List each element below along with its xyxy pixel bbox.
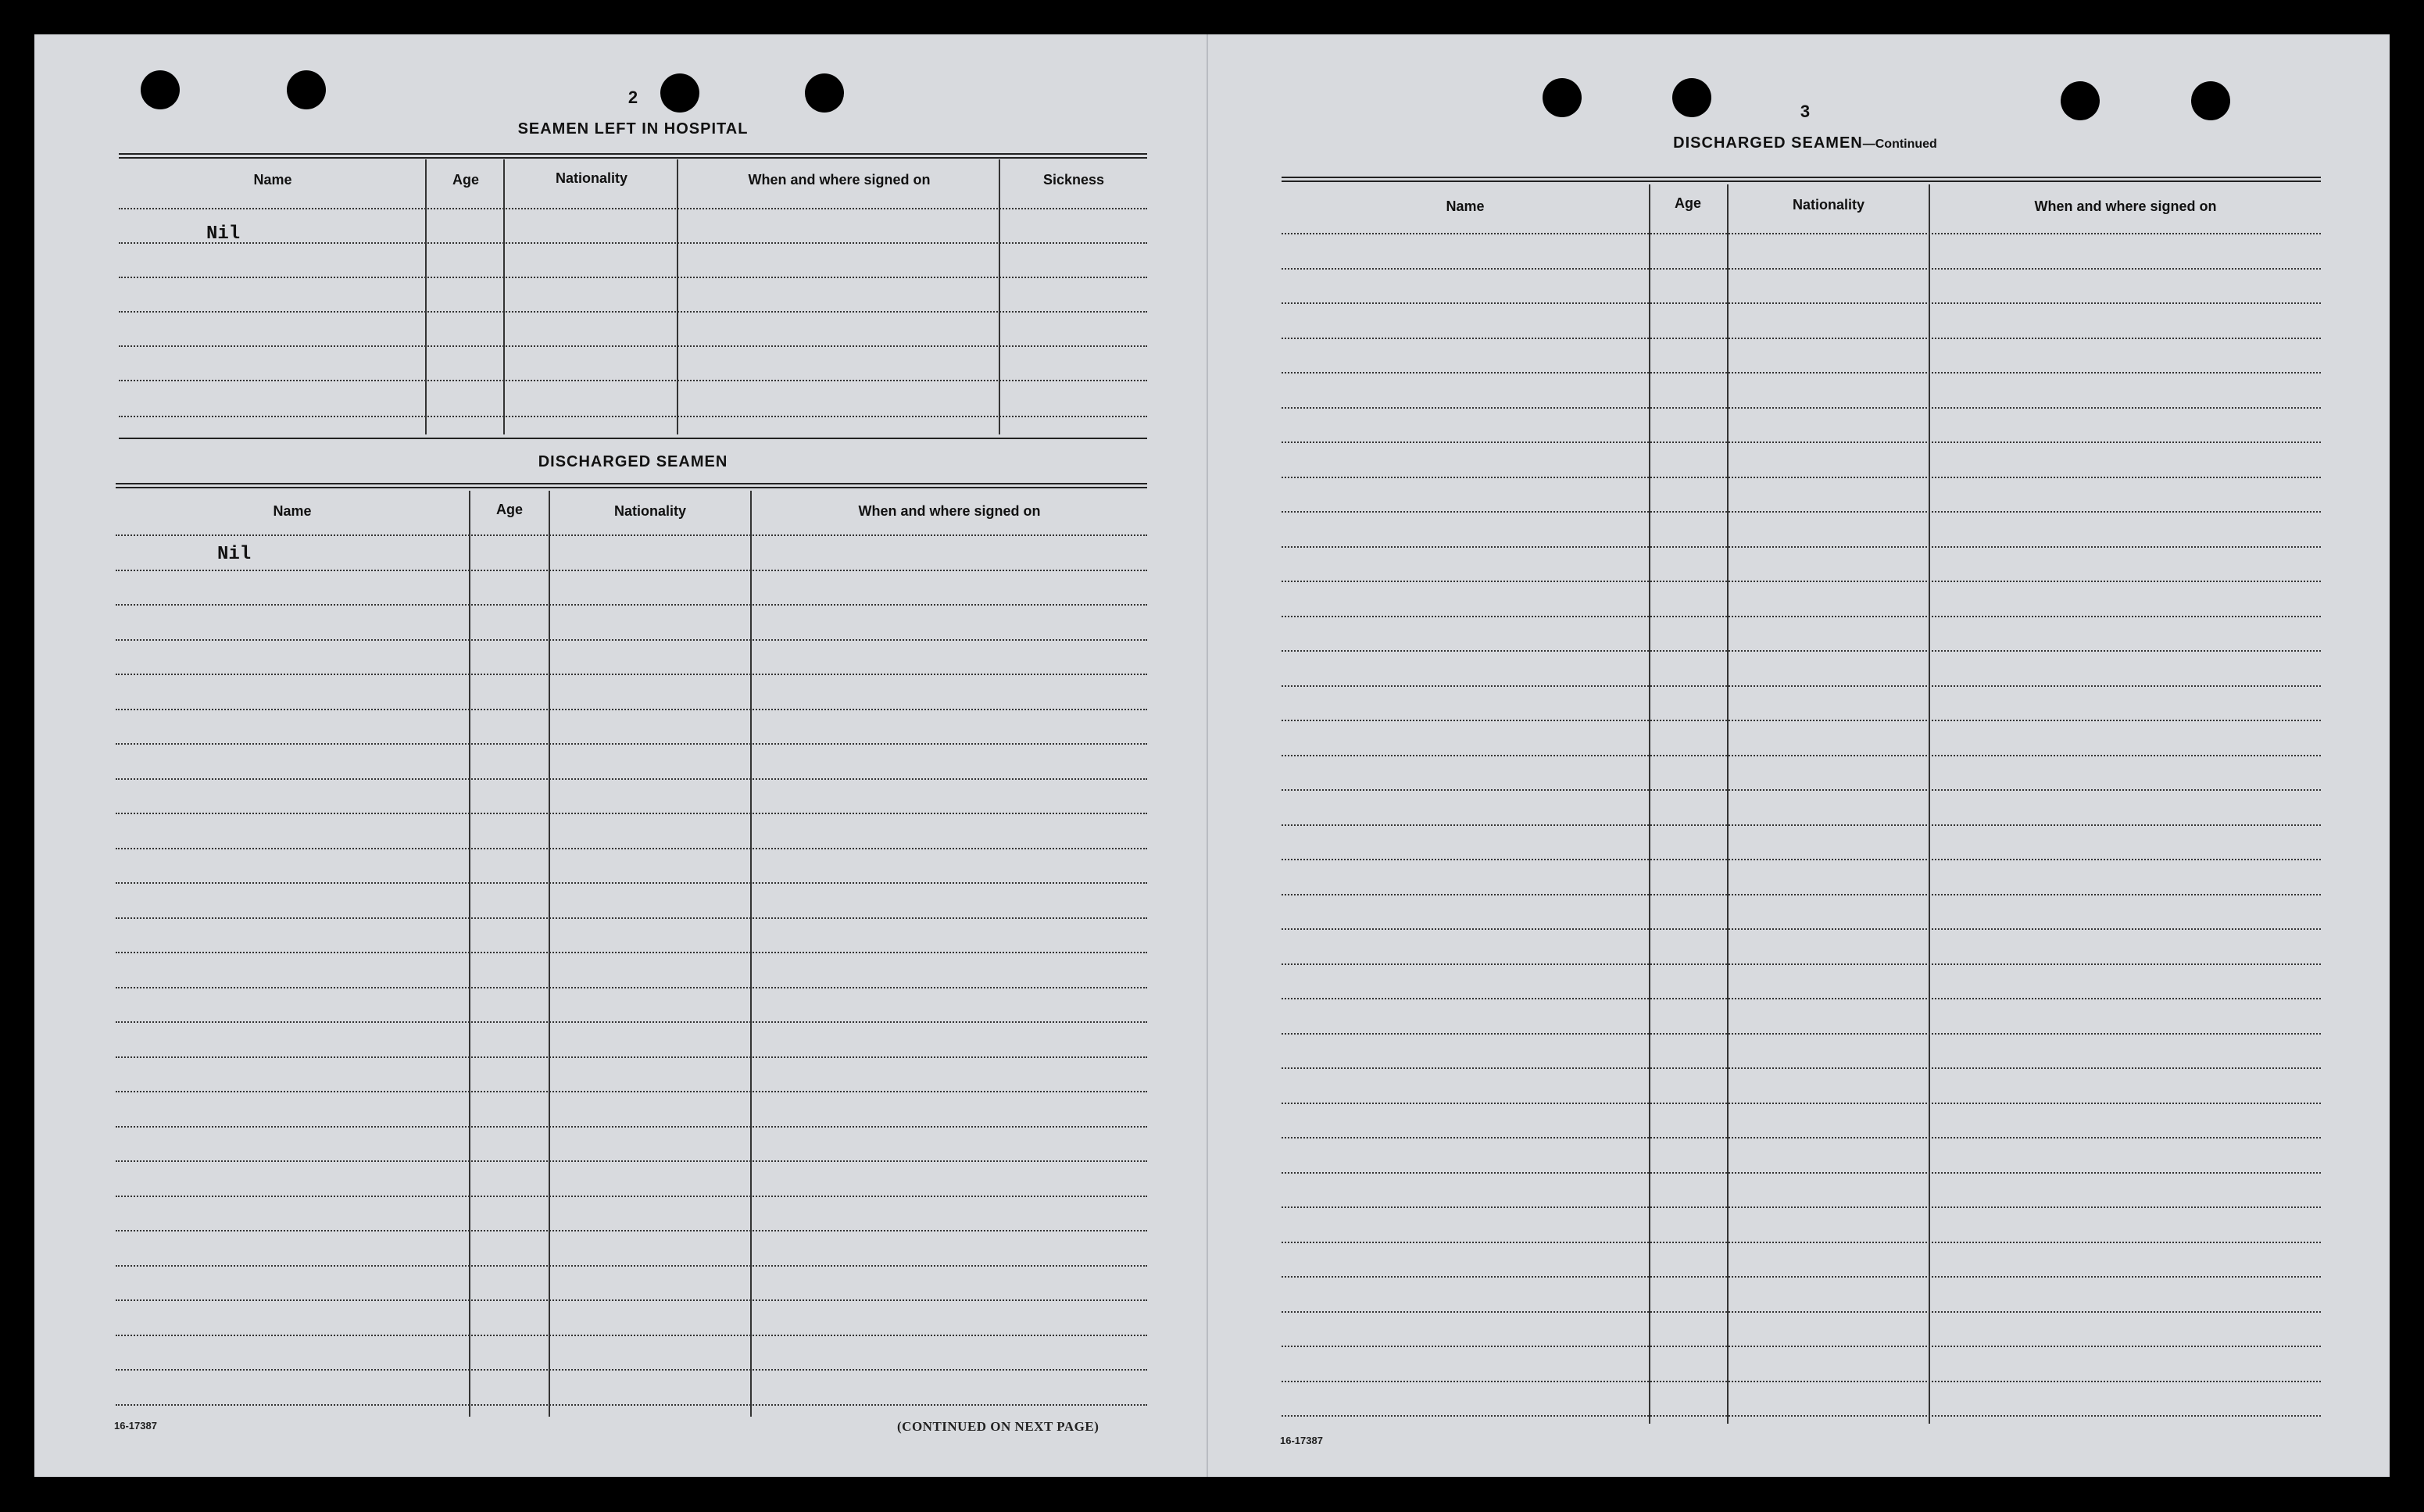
ruled-line (116, 674, 1147, 675)
ruled-line (116, 848, 1147, 849)
ruled-line (116, 813, 1147, 814)
discharged-section-title: DISCHARGED SEAMEN (538, 453, 728, 470)
ruled-line (1282, 441, 2321, 443)
ruled-line (116, 639, 1147, 641)
ruled-line (116, 1299, 1147, 1301)
ruled-line (1282, 1067, 2321, 1069)
ruled-line (116, 917, 1147, 919)
ruled-line (1282, 616, 2321, 617)
title-main: DISCHARGED SEAMEN (1673, 134, 1863, 152)
ruled-line (116, 1160, 1147, 1162)
ruled-line (1282, 338, 2321, 339)
page-number: 2 (627, 88, 638, 107)
ruled-line (1282, 372, 2321, 374)
punch-hole (287, 70, 326, 109)
page-fold (1207, 34, 1208, 1477)
ruled-line (1282, 1415, 2321, 1417)
punch-hole (660, 73, 699, 113)
ruled-line (116, 743, 1147, 745)
hospital-section-title: SEAMEN LEFT IN HOSPITAL (517, 120, 749, 138)
ruled-line (116, 778, 1147, 780)
ruled-line (1282, 1103, 2321, 1104)
ruled-line (1282, 720, 2321, 721)
ruled-line (1282, 894, 2321, 895)
ruled-line (1282, 233, 2321, 234)
column-header: When and where signed on (858, 503, 1041, 519)
ruled-line (116, 604, 1147, 606)
column-header: Nationality (1792, 197, 1864, 213)
column-header: Age (452, 172, 479, 188)
column-header: Name (273, 503, 312, 519)
column-header: Nationality (555, 170, 627, 186)
ruled-line (116, 1126, 1147, 1128)
continued-note: (CONTINUED ON NEXT PAGE) (897, 1419, 1099, 1434)
form-code: 16-17387 (1280, 1435, 1323, 1446)
discharged-continued-table (1282, 177, 2321, 1424)
ruled-line (1282, 546, 2321, 548)
ruled-line (116, 952, 1147, 953)
hospital-entry-nil: Nil (206, 223, 241, 245)
discharged-continued-title (1602, 134, 2008, 152)
ruled-line (1282, 1137, 2321, 1138)
ruled-line (1282, 650, 2321, 652)
ruled-line (116, 1196, 1147, 1197)
form-code: 16-17387 (114, 1420, 157, 1432)
ruled-line (1282, 1381, 2321, 1382)
ruled-line (1282, 1311, 2321, 1313)
ruled-line (1282, 789, 2321, 791)
column-header: Sickness (1042, 172, 1105, 188)
ruled-line (1282, 1242, 2321, 1243)
ruled-line (116, 987, 1147, 988)
column-header: Nationality (613, 503, 686, 519)
ruled-line (1282, 824, 2321, 826)
ruled-line (1282, 1172, 2321, 1174)
ruled-line (1282, 1276, 2321, 1278)
ruled-line (1282, 998, 2321, 999)
ruled-line (116, 709, 1147, 710)
ruled-line (1282, 407, 2321, 409)
punch-hole (1672, 78, 1711, 117)
ruled-line (116, 1369, 1147, 1371)
punch-hole (805, 73, 844, 113)
column-header: Age (1674, 195, 1701, 211)
ruled-line (1282, 268, 2321, 270)
ruled-line (1282, 755, 2321, 756)
ruled-line (116, 1230, 1147, 1231)
ruled-line (1282, 928, 2321, 930)
ruled-line (1282, 1346, 2321, 1347)
column-header: Name (1446, 198, 1485, 214)
ruled-line (116, 570, 1147, 571)
title-suffix: —Continued (1862, 138, 1937, 151)
ruled-line (1282, 511, 2321, 513)
column-header: When and where signed on (2034, 198, 2217, 214)
ruled-line (116, 1056, 1147, 1058)
column-header: Name (253, 172, 292, 188)
ruled-line (1282, 477, 2321, 478)
ruled-line (116, 1091, 1147, 1092)
ruled-line (116, 1265, 1147, 1267)
punch-hole (1543, 78, 1582, 117)
page-number: 3 (1800, 102, 1811, 121)
discharged-table (116, 483, 1147, 1417)
punch-hole (2191, 81, 2230, 120)
ruled-line (1282, 685, 2321, 687)
ruled-line (1282, 963, 2321, 965)
ruled-line (116, 882, 1147, 884)
ruled-line (1282, 302, 2321, 304)
ruled-line (116, 534, 1147, 536)
ruled-line (1282, 581, 2321, 582)
ruled-line (1282, 1033, 2321, 1035)
ruled-line (116, 1404, 1147, 1406)
discharged-entry-nil: Nil (217, 544, 252, 565)
punch-hole (2061, 81, 2100, 120)
column-header: Age (495, 502, 523, 517)
punch-hole (141, 70, 180, 109)
ruled-line (1282, 859, 2321, 860)
ruled-line (116, 1335, 1147, 1336)
hospital-table (119, 153, 1147, 441)
ruled-line (1282, 1206, 2321, 1208)
ruled-line (116, 1021, 1147, 1023)
column-header: When and where signed on (748, 172, 931, 188)
